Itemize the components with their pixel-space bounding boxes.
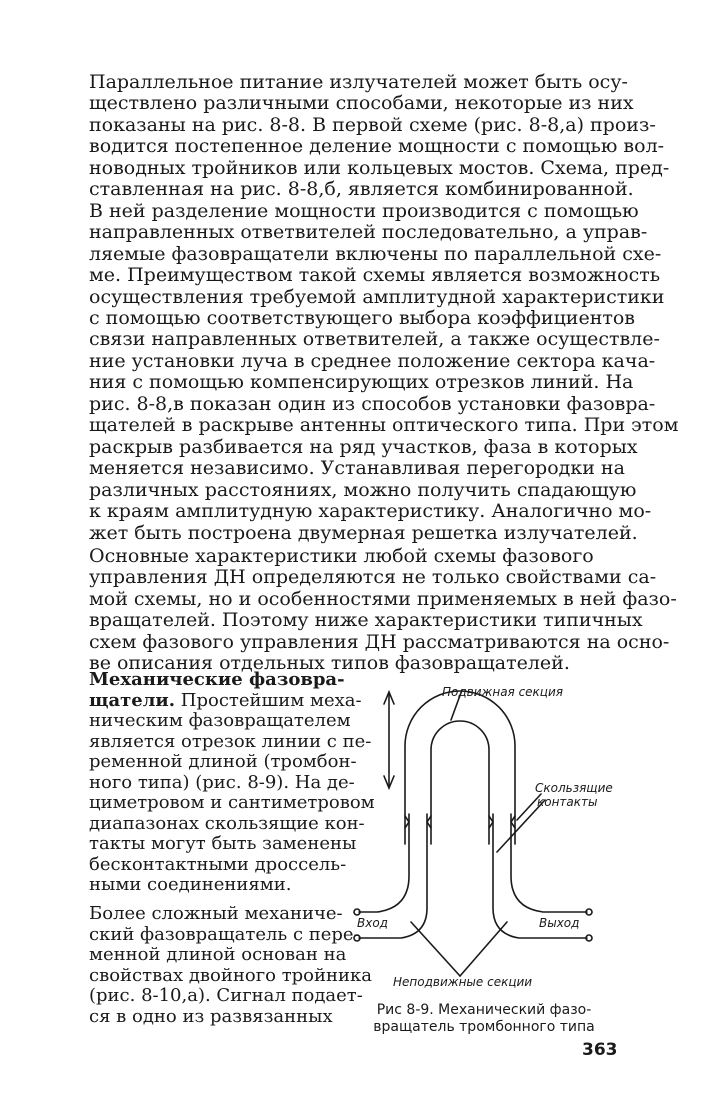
text-line: с помощью соответствующего выбора коэффициентов <box>89 306 636 329</box>
text-line: вращателей. Поэтому ниже характеристики типичных <box>89 609 643 632</box>
paragraph-parallel-feeding <box>89 71 679 544</box>
text-line: раскрыв разбивается на ряд участков, фаза в которых <box>89 435 638 458</box>
label-movable-section: Подвижная секция <box>442 685 563 699</box>
text-line: В ней разделение мощности производится с помощью <box>89 199 639 222</box>
text-line: диапазонах скользящие кон- <box>89 812 365 834</box>
text-line: различных расстояниях, можно получить спадающую <box>89 478 637 501</box>
text-line: является отрезок линии с пе- <box>89 730 372 752</box>
text-line: водится постепенное деление мощности с помощью вол- <box>89 135 665 158</box>
label-output: Выход <box>539 916 580 930</box>
text-line: ве описания отдельных типов фазовращателей. <box>89 652 570 675</box>
caption-line: вращатель тромбонного типа <box>373 1019 595 1035</box>
leader-fixed-right <box>460 922 507 976</box>
text-line: ляемые фазовращатели включены по параллельной схе- <box>89 242 662 265</box>
text-line: ническим фазовращателем <box>89 710 351 731</box>
text-line: ного типа) (рис. 8-9). На де- <box>89 771 355 793</box>
text-line: бесконтактными дроссель- <box>89 853 347 875</box>
text-line: осуществления требуемой амплитудной характеристики <box>89 285 665 308</box>
section-heading: щатели. <box>89 689 176 711</box>
paragraph-mechanical-phase-shifters <box>89 669 375 896</box>
text-line: ния с помощью компенсирующих отрезков линий. На <box>89 371 634 394</box>
text-line: циметровом и сантиметровом <box>89 792 375 813</box>
text-line: управления ДН определяются не только свойствами са- <box>89 566 657 589</box>
label-fixed-sections: Неподвижные секции <box>393 975 533 989</box>
label-input: Вход <box>357 916 388 930</box>
text-line: свойствах двойного тройника <box>89 964 372 986</box>
text-line: связи направленных ответвителей, а также осуществле- <box>89 328 660 351</box>
text-line: новодных тройников или кольцевых мостов. Схема, пред- <box>89 156 670 179</box>
figure-trombone-phase-shifter <box>347 676 617 1006</box>
fixed-section-left-outer <box>359 814 409 912</box>
text-line: меняется независимо. Устанавливая перегородки на <box>89 457 625 480</box>
text-line: направленных ответвителей последовательно, а управ- <box>89 221 648 244</box>
movable-section-outer <box>405 691 515 844</box>
page-number: 363 <box>582 1040 618 1060</box>
text-line: щателей в раскрыве антенны оптического типа. При этом <box>89 414 679 437</box>
text-line: ными соединениями. <box>89 874 292 895</box>
text-line: ме. Преимуществом такой схемы является возможность <box>89 264 661 287</box>
section-heading: Механические фазовра- <box>89 669 345 690</box>
text-line: ский фазовращатель с пере- <box>89 923 360 945</box>
paragraph-double-tee <box>89 903 372 1027</box>
text-line: к краям амплитудную характеристику. Аналогично мо- <box>89 500 652 523</box>
paragraph-characteristics <box>89 545 677 675</box>
text-line: (рис. 8-10,а). Сигнал подает- <box>89 985 363 1006</box>
text-fragment: Простейшим меха- <box>180 689 362 711</box>
text-line: ществлено различными способами, некоторые из них <box>89 92 634 115</box>
text-line: ременной длиной (тромбон- <box>89 751 357 772</box>
caption-line: Рис 8-9. Механический фазо- <box>376 1002 592 1018</box>
text-line: показаны на рис. 8-8. В первой схеме (рис. 8-8,а) произ- <box>89 113 656 136</box>
label-sliding-contacts-2: контакты <box>537 795 598 809</box>
text-line: Параллельное питание излучателей может быть осу- <box>89 71 628 93</box>
text-line: жет быть построена двумерная решетка излучателей. <box>89 521 638 544</box>
text-line: рис. 8-8,в показан один из способов установки фазовра- <box>89 392 656 415</box>
leader-fixed-left <box>411 922 460 976</box>
text-line: ние установки луча в среднее положение сектора кача- <box>89 349 656 372</box>
text-line: схем фазового управления ДН рассматриваются на осно- <box>89 630 670 653</box>
text-line: Основные характеристики любой схемы фазового <box>89 545 594 567</box>
movable-section-inner <box>431 721 489 844</box>
figure-drawing <box>347 676 617 1006</box>
text-line: менной длиной основан на <box>89 944 347 965</box>
text-line: мой схемы, но и особенностями применяемых в ней фазо- <box>89 587 677 610</box>
label-sliding-contacts-1: Скользящие <box>535 781 613 795</box>
text-line: Более сложный механиче- <box>89 903 343 924</box>
text-line: ставленная на рис. 8-8,б, является комбинированной. <box>89 178 634 201</box>
text-line <box>89 689 362 712</box>
fixed-section-right-outer <box>511 814 587 912</box>
text-line: такты могут быть заменены <box>89 833 357 854</box>
text-line: ся в одно из развязанных <box>89 1005 333 1027</box>
figure-caption <box>350 1002 618 1036</box>
